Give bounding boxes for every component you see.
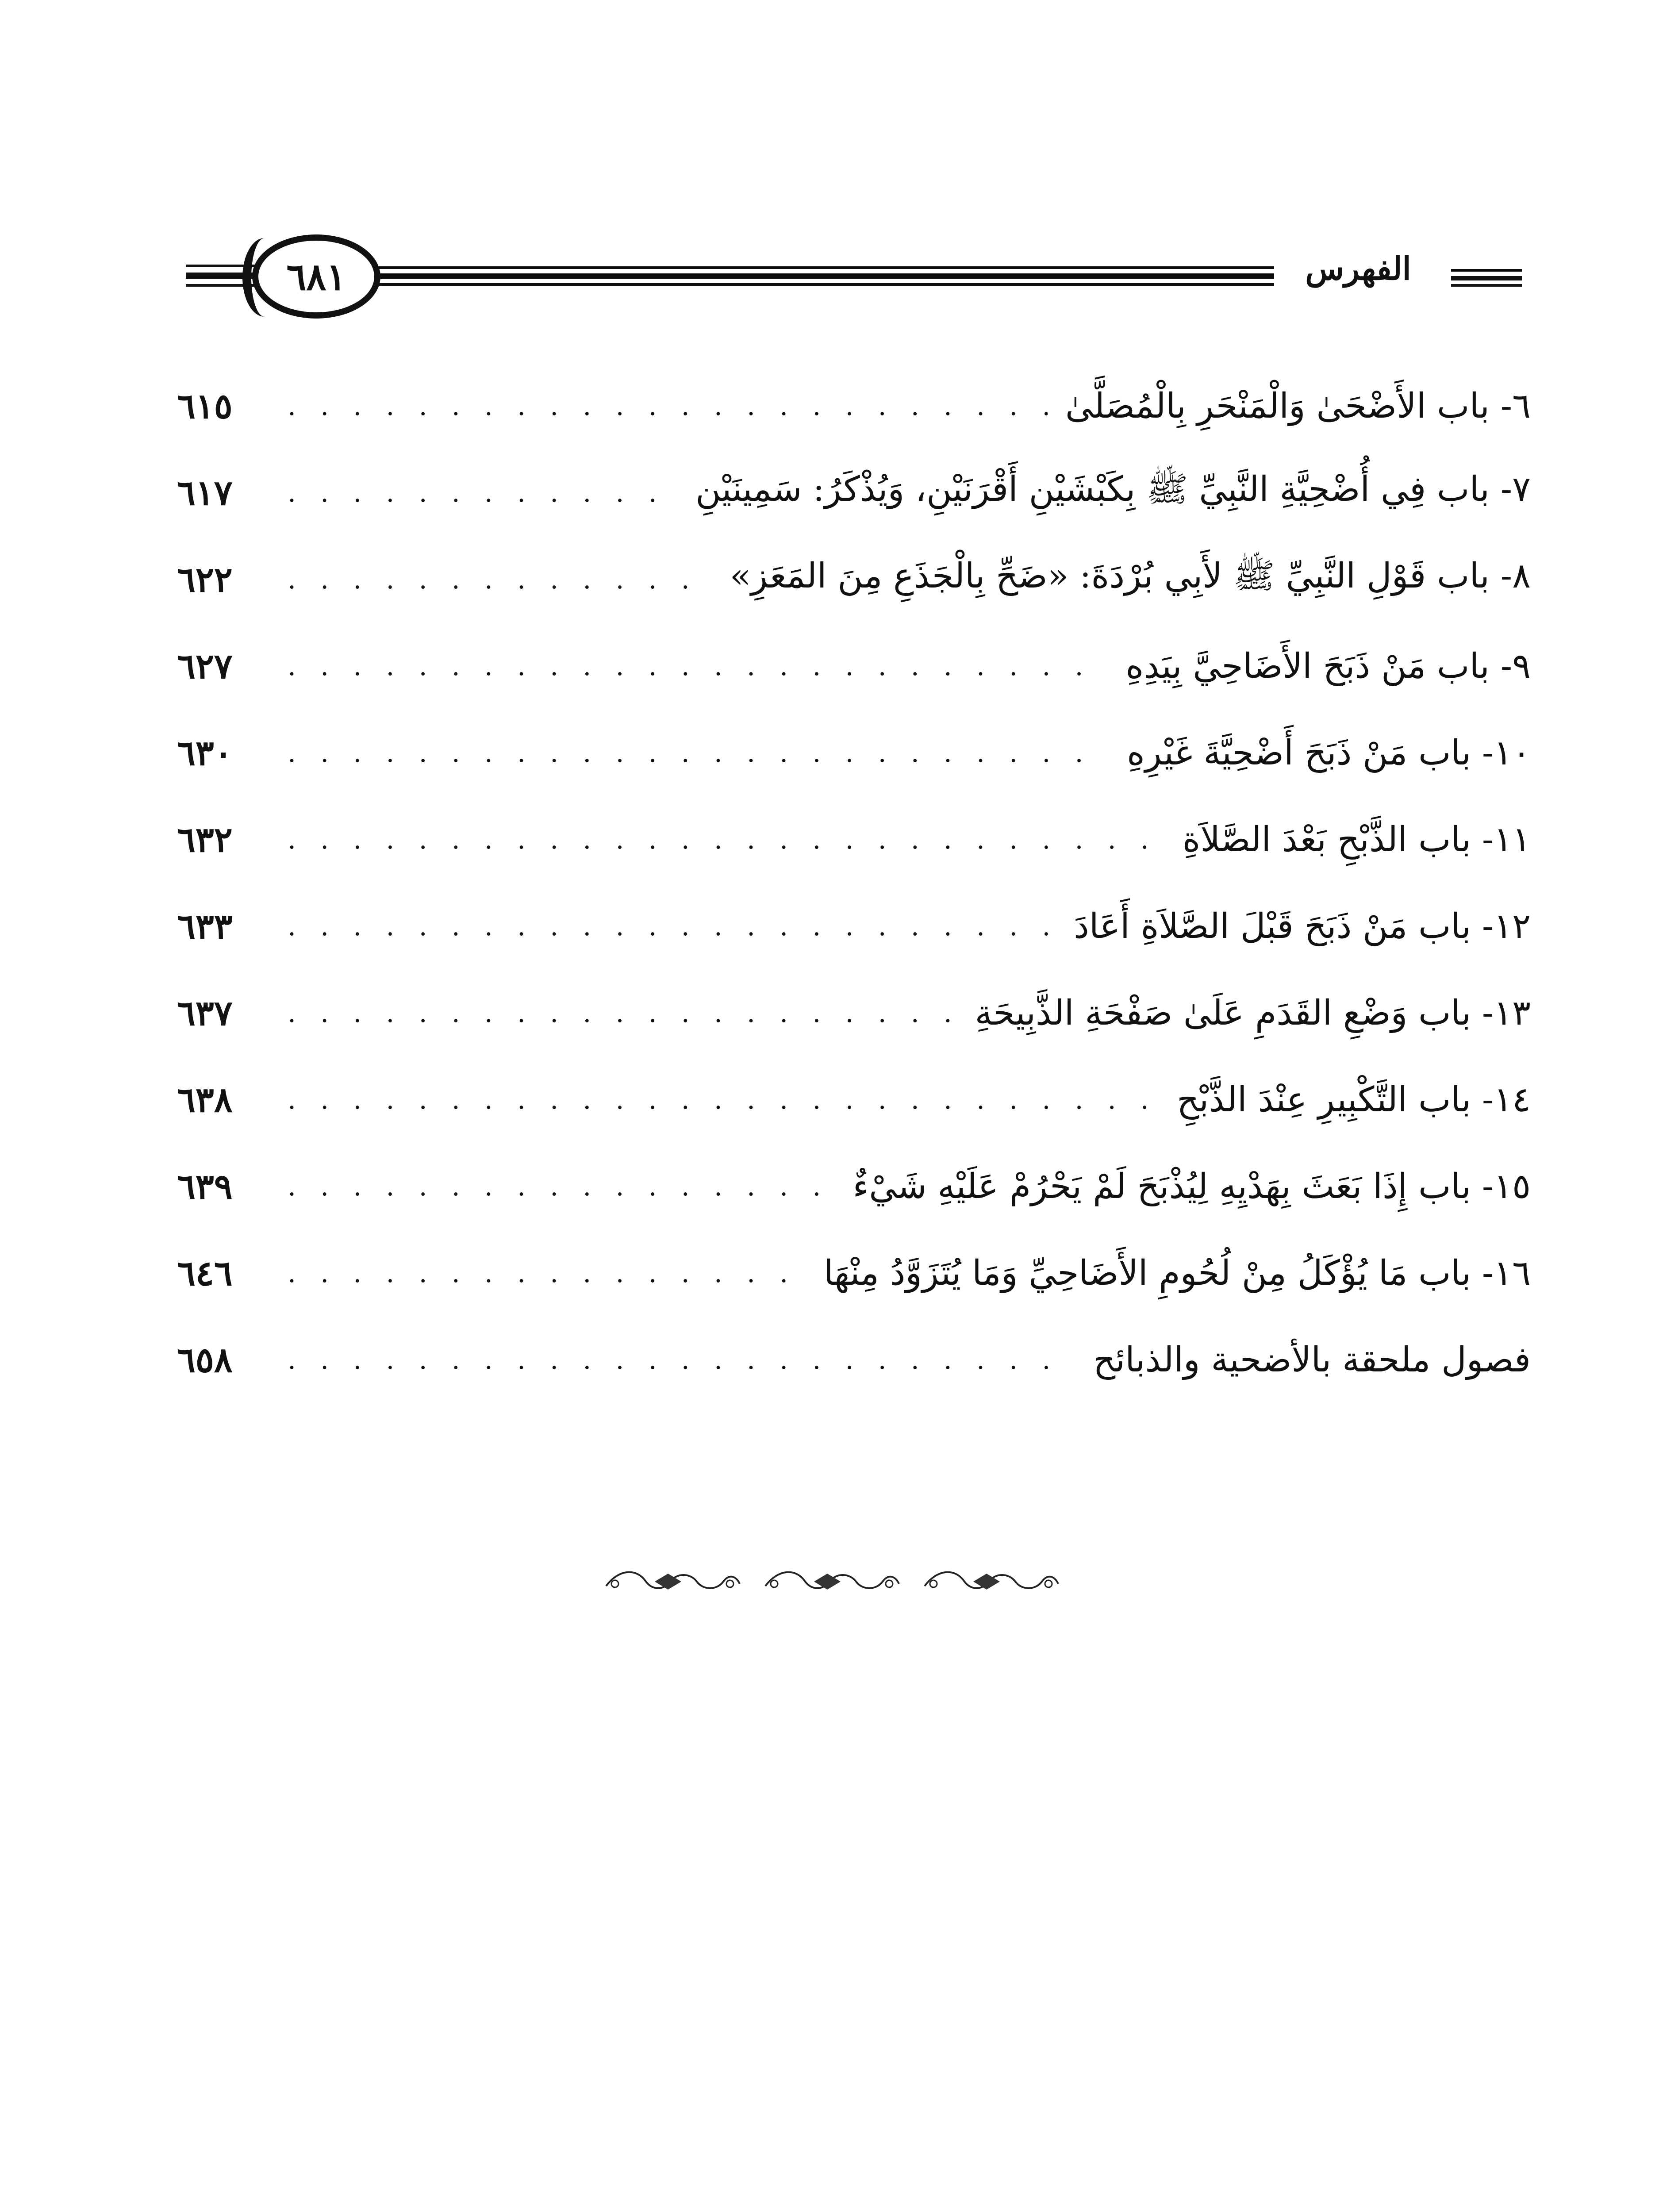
toc-entry (177, 1317, 1531, 1403)
toc-dot-leader (288, 1347, 1075, 1373)
toc-entry (177, 536, 1531, 623)
toc-entry-page: ٦٢٧ (177, 646, 233, 687)
header-title: الفهرس (1274, 250, 1442, 287)
toc-entry-page: ٦٣٠ (177, 733, 233, 773)
page-number: ٦٨١ (286, 254, 346, 299)
toc-entry-title: ١٢- باب مَنْ ذَبَحَ قَبْلَ الصَّلاَةِ أَعَادَ (1074, 906, 1531, 946)
page-number-badge (252, 234, 380, 319)
toc-entry-title: فصول ملحقة بالأضحية والذبائح (1093, 1340, 1531, 1380)
toc-entry-page: ٦٥٨ (177, 1340, 233, 1380)
toc-dot-leader (288, 826, 1165, 853)
toc-entry-page: ٦٣٩ (177, 1166, 233, 1207)
toc-entry-page: ٦٤٦ (177, 1253, 233, 1294)
toc-dot-leader (288, 480, 678, 506)
header-rule-middle (376, 283, 1420, 286)
toc-dot-leader (288, 1087, 1159, 1113)
toc-entry-title: ٨- باب قَوْلِ النَّبِيِّ ﷺ لأَبِي بُرْدَةَ: «ضَحِّ بِالْجَذَعِ مِنَ المَعَزِ» (730, 556, 1531, 596)
toc-entry-page: ٦٣٣ (177, 906, 233, 947)
header-rule-right (1451, 276, 1522, 280)
toc-entry (177, 796, 1531, 883)
toc-entry-page: ٦١٧ (177, 472, 233, 513)
toc-entry (177, 363, 1531, 449)
toc-entry-page: ٦٢٢ (177, 559, 233, 600)
ornament-flourish-icon (761, 1564, 902, 1599)
toc-entry-page: ٦٣٧ (177, 993, 233, 1033)
page-header (186, 226, 1513, 314)
ornament-flourish-icon (920, 1564, 1062, 1599)
toc-entry (177, 623, 1531, 710)
toc-dot-leader (288, 1260, 806, 1286)
header-rule-middle (376, 266, 1420, 269)
toc-dot-leader (288, 740, 1109, 766)
toc-entry (177, 449, 1531, 536)
header-rule-right (1451, 284, 1522, 287)
toc-entry-title: ١٠- باب مَنْ ذَبَحَ أَضْحِيَّةَ غَيْرِهِ (1127, 733, 1531, 773)
toc-entry-title: ٦- باب الأَضْحَىٰ وَالْمَنْحَرِ بِالْمُصَلَّىٰ (1065, 386, 1531, 426)
toc-entry-page: ٦٣٢ (177, 819, 233, 860)
toc-entry-page: ٦٣٨ (177, 1079, 233, 1120)
toc-entry-title: ١١- باب الذَّبْحِ بَعْدَ الصَّلاَةِ (1182, 820, 1531, 860)
toc-dot-leader (288, 913, 1056, 940)
toc-entry (177, 883, 1531, 970)
toc-dot-leader (288, 1000, 957, 1026)
toc-entry-title: ١٥- باب إِذَا بَعَثَ بِهَدْيِهِ لِيُذْبَحَ لَمْ يَحْرُمْ عَلَيْهِ شَيْءٌ (853, 1167, 1531, 1206)
toc-entry (177, 970, 1531, 1056)
toc-entry-title: ١٦- باب مَا يُؤْكَلُ مِنْ لُحُومِ الأَضَاحِيِّ وَمَا يُتَزَوَّدُ مِنْهَا (823, 1253, 1531, 1293)
toc-entry-title: ١٤- باب التَّكْبِيرِ عِنْدَ الذَّبْحِ (1177, 1080, 1531, 1120)
toc-entry-title: ١٣- باب وَضْعِ القَدَمِ عَلَىٰ صَفْحَةِ الذَّبِيحَةِ (975, 993, 1531, 1033)
toc-entry-title: ٧- باب فِي أُضْحِيَّةِ النَّبِيِّ ﷺ بِكَبْشَيْنِ أَقْرَنَيْنِ، وَيُذْكَرُ: سَمِينَيْنِ (695, 469, 1531, 509)
toc-dot-leader (288, 1173, 835, 1200)
toc-entry-page: ٦١٥ (177, 386, 233, 426)
toc-entry (177, 710, 1531, 796)
table-of-contents (177, 363, 1531, 1403)
ornament-flourish-icon (602, 1564, 743, 1599)
toc-dot-leader (288, 653, 1108, 680)
toc-entry (177, 1230, 1531, 1317)
header-rule-middle (376, 273, 1420, 279)
header-rule-right (1451, 269, 1522, 272)
toc-entry (177, 1056, 1531, 1143)
toc-dot-leader (288, 566, 712, 593)
toc-entry-title: ٩- باب مَنْ ذَبَحَ الأَضَاحِيَّ بِيَدِهِ (1125, 646, 1531, 686)
toc-dot-leader (288, 393, 1048, 419)
toc-entry (177, 1143, 1531, 1230)
end-ornament (602, 1562, 1062, 1601)
